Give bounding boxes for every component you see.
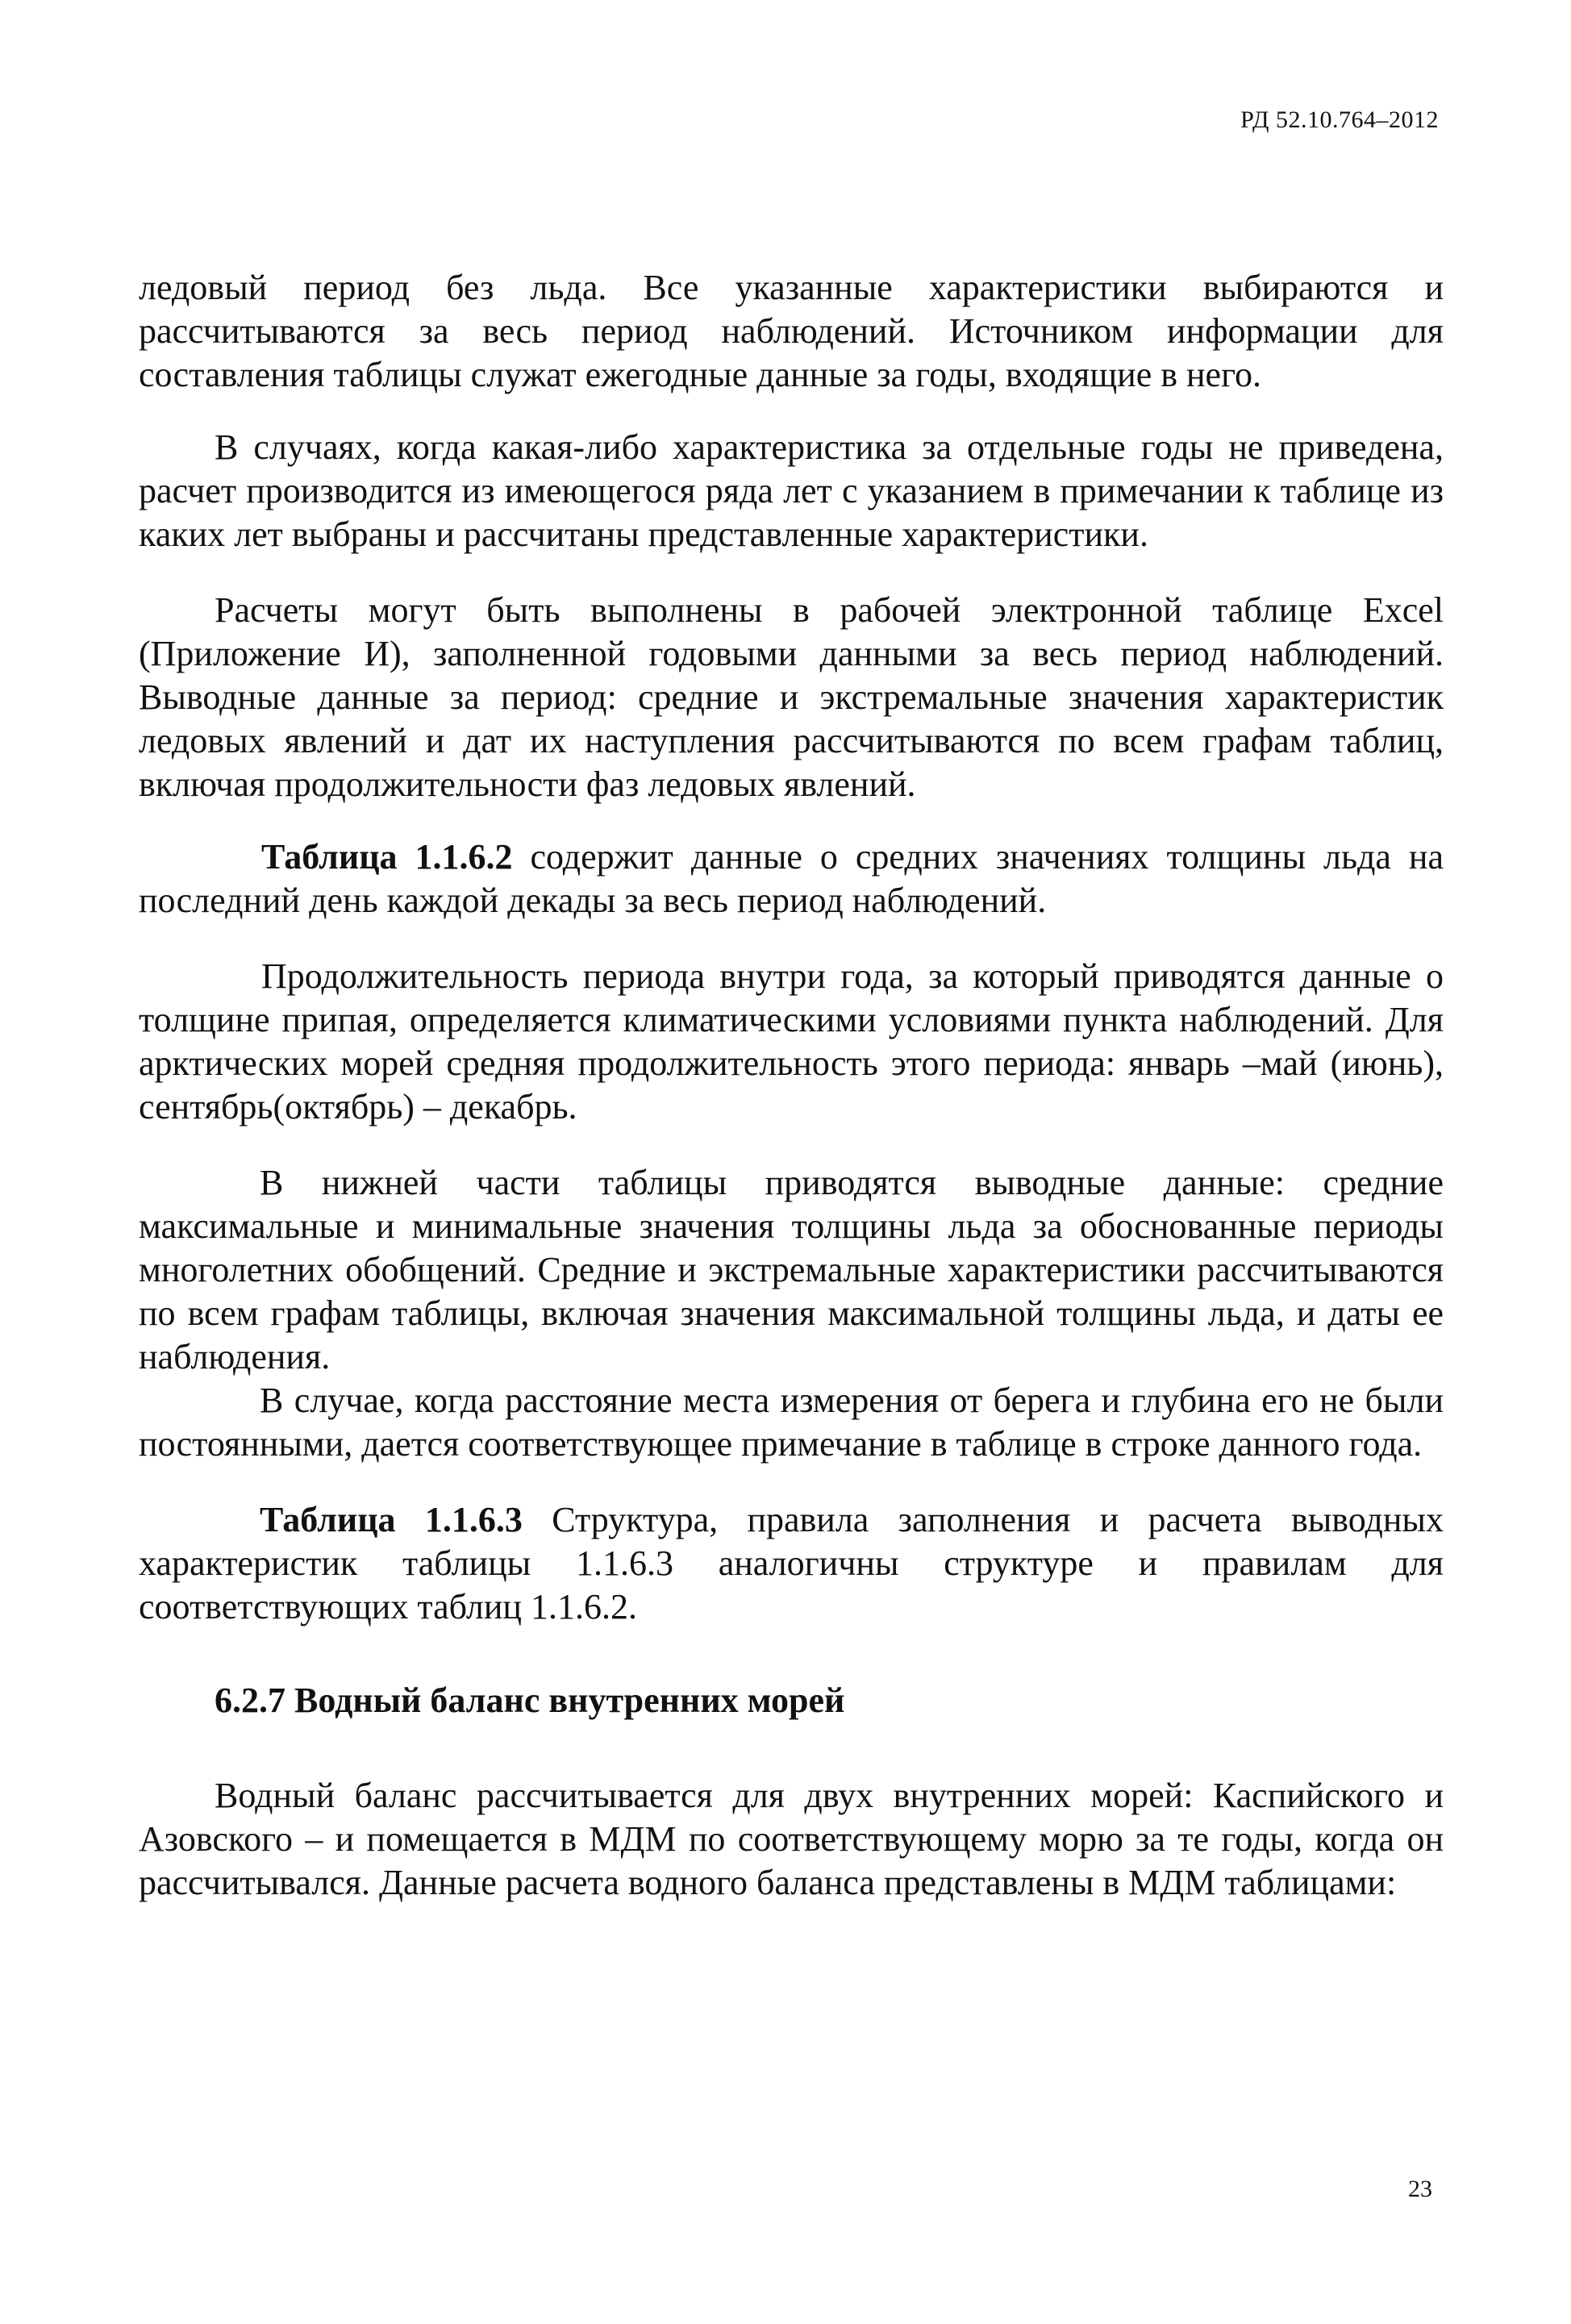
paragraph-ice-free-period: ледовый период без льда. Все указанные характеристики выбираются и рассчитываются за весь период наблюдений. Источником информации для составления таблицы служат ежегодные данные за годы, входящие в него. [139, 268, 1444, 394]
paragraph-text: Структура, правила заполнения и расчета выводных характеристик таблицы 1.1.6.3 аналогичны структуре и правилам для соответствующих таблиц 1.1.6.2. [139, 1500, 1444, 1626]
document-code: РД 52.10.764–2012 [1240, 106, 1439, 133]
paragraph-period-duration: Продолжительность периода внутри года, за который приводятся данные о толщине припая, определяется климатическими условиями пункта наблюдений. Для арктических морей средняя продолжительность этого периода: январь –май (июнь), сентябрь(октябрь) – декабрь. [139, 956, 1444, 1127]
page-number: 23 [1408, 2176, 1432, 2202]
paragraph-table-1-1-6-3 [139, 1498, 1444, 1629]
table-reference-label: Таблица 1.1.6.2 [261, 837, 513, 877]
paragraph-output-data: В нижней части таблицы приводятся выводные данные: средние максимальные и минимальные значения толщины льда за обоснованные периоды многолетних обобщений. Средние и экстремальные характеристики рассчитываются по всем графам таблицы, включая значения максимальной толщины льда, и даты ее наблюдения. [139, 1163, 1444, 1376]
paragraph-excel-calculations: Расчеты могут быть выполнены в рабочей электронной таблице Excel (Приложение И), заполненной годовыми данными за весь период наблюдений. Выводные данные за период: средние и экстремальные значения характеристик ледовых явлений и дат их наступления рассчитываются по всем графам таблиц, включая продолжительности фаз ледовых явлений. [139, 590, 1444, 804]
paragraph-table-1-1-6-2 [139, 835, 1444, 923]
body-text [139, 266, 1444, 1905]
paragraph-text: содержит данные о средних значениях толщины льда на последний день каждой декады за весь период наблюдений. [139, 837, 1444, 920]
paragraph-measurement-note: В случае, когда расстояние места измерения от берега и глубина его не были постоянными, дается соответствующее примечание в таблице в строке данного года. [139, 1381, 1444, 1464]
section-heading: 6.2.7 Водный баланс внутренних морей [215, 1681, 845, 1720]
paragraph-water-balance: Водный баланс рассчитывается для двух внутренних морей: Каспийского и Азовского – и помещается в МДМ по соответствующему морю за те годы, когда он рассчитывался. Данные расчета водного баланса представлены в МДМ таблицами: [139, 1776, 1444, 1902]
paragraph-missing-characteristics: В случаях, когда какая-либо характеристика за отдельные годы не приведена, расчет производится из имеющегося ряда лет с указанием в примечании к таблице из каких лет выбраны и рассчитаны представленные характеристики. [139, 427, 1444, 554]
table-reference-label: Таблица 1.1.6.3 [260, 1500, 523, 1539]
